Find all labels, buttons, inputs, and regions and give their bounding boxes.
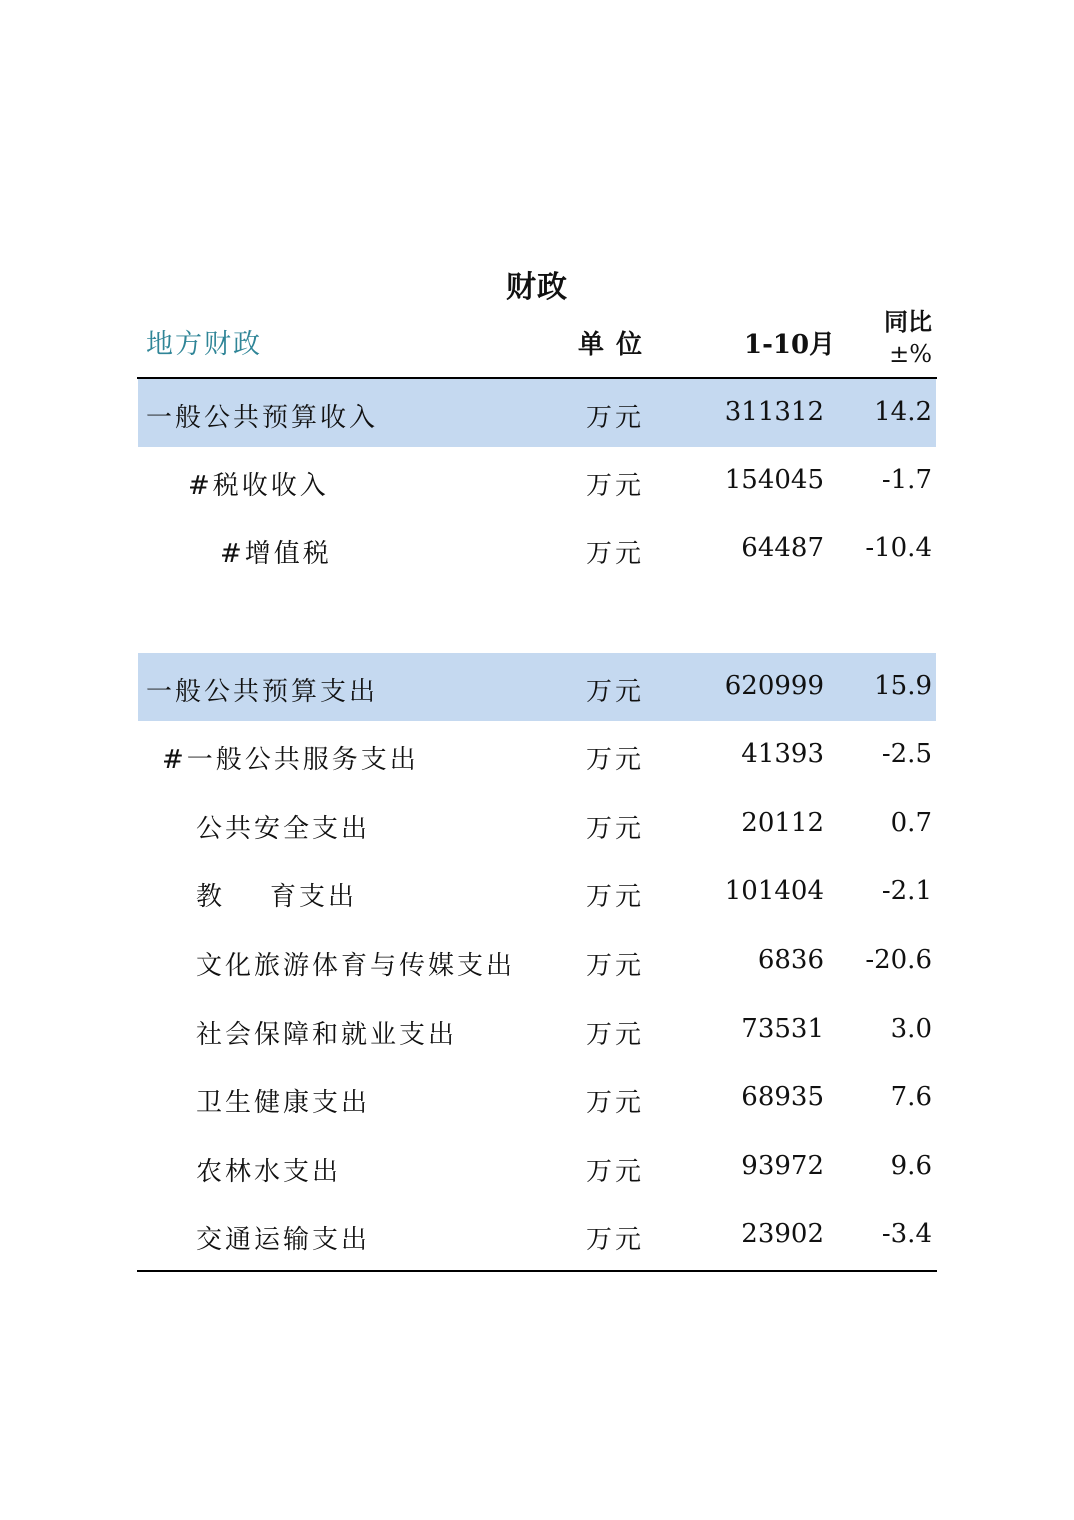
row-unit: 万元 <box>586 1088 645 1118</box>
row-value: 620999 <box>724 671 824 701</box>
unit-column-header: 单位 <box>578 330 655 360</box>
yoy-header-line2: ±% <box>889 340 932 368</box>
row-yoy: -2.5 <box>881 739 932 769</box>
row-yoy: 15.9 <box>874 671 932 701</box>
row-label: 一般公共预算收入 <box>146 403 379 433</box>
row-unit: 万元 <box>586 814 645 844</box>
row-value: 73531 <box>741 1014 824 1044</box>
row-unit: 万元 <box>586 1157 645 1187</box>
table-row <box>138 1133 936 1201</box>
row-value: 93972 <box>741 1151 824 1181</box>
row-unit: 万元 <box>586 745 645 775</box>
table-row-total-expenditure <box>138 653 936 721</box>
row-label: 文化旅游体育与传媒支出 <box>196 951 516 981</box>
row-label: 社会保障和就业支出 <box>196 1020 458 1050</box>
row-label: 交通运输支出 <box>196 1225 371 1255</box>
row-label: #增值税 <box>220 539 332 569</box>
row-value: 41393 <box>741 739 824 769</box>
row-yoy: -10.4 <box>865 533 932 563</box>
yoy-column-header <box>862 306 932 370</box>
row-yoy: 9.6 <box>890 1151 932 1181</box>
row-unit: 万元 <box>586 882 645 912</box>
row-yoy: 3.0 <box>890 1014 932 1044</box>
table-header <box>138 304 936 378</box>
table-row-total-revenue <box>138 379 936 447</box>
row-yoy: -20.6 <box>865 945 932 975</box>
table-bottom-rule <box>137 1270 937 1272</box>
row-value: 68935 <box>741 1082 824 1112</box>
row-label: 一般公共预算支出 <box>146 677 379 707</box>
row-label: 卫生健康支出 <box>196 1088 371 1118</box>
row-label: 农林水支出 <box>196 1157 342 1187</box>
period-column-header: 1-10月 <box>744 330 836 360</box>
row-yoy: 14.2 <box>874 397 932 427</box>
yoy-header-line1: 同比 <box>884 307 932 336</box>
row-value: 6836 <box>757 945 824 975</box>
table-row <box>138 996 936 1064</box>
row-unit: 万元 <box>586 471 645 501</box>
row-label: 公共安全支出 <box>196 814 371 844</box>
row-yoy: 0.7 <box>890 808 932 838</box>
row-unit: 万元 <box>586 677 645 707</box>
row-value: 101404 <box>724 876 824 906</box>
table-row <box>138 927 936 995</box>
row-value: 20112 <box>741 808 824 838</box>
row-label: #税收收入 <box>188 471 329 501</box>
table-row <box>138 1201 936 1269</box>
row-unit: 万元 <box>586 1225 645 1255</box>
page-title: 财政 <box>506 270 568 305</box>
table-row <box>138 721 936 789</box>
row-value: 311312 <box>724 397 824 427</box>
row-yoy: 7.6 <box>890 1082 932 1112</box>
row-unit: 万元 <box>586 951 645 981</box>
row-yoy: -1.7 <box>881 465 932 495</box>
row-unit: 万元 <box>586 1020 645 1050</box>
section-heading: 地方财政 <box>146 329 262 360</box>
row-value: 23902 <box>741 1219 824 1249</box>
row-yoy: -3.4 <box>881 1219 932 1249</box>
table-row <box>138 858 936 926</box>
row-yoy: -2.1 <box>881 876 932 906</box>
table-row <box>138 515 936 583</box>
row-label: 教 育支出 <box>196 882 358 912</box>
row-unit: 万元 <box>586 539 645 569</box>
row-label: #一般公共服务支出 <box>162 745 419 775</box>
row-unit: 万元 <box>586 403 645 433</box>
table-row <box>138 1064 936 1132</box>
table-row <box>138 790 936 858</box>
row-value: 154045 <box>724 465 824 495</box>
row-value: 64487 <box>741 533 824 563</box>
table-row <box>138 447 936 515</box>
